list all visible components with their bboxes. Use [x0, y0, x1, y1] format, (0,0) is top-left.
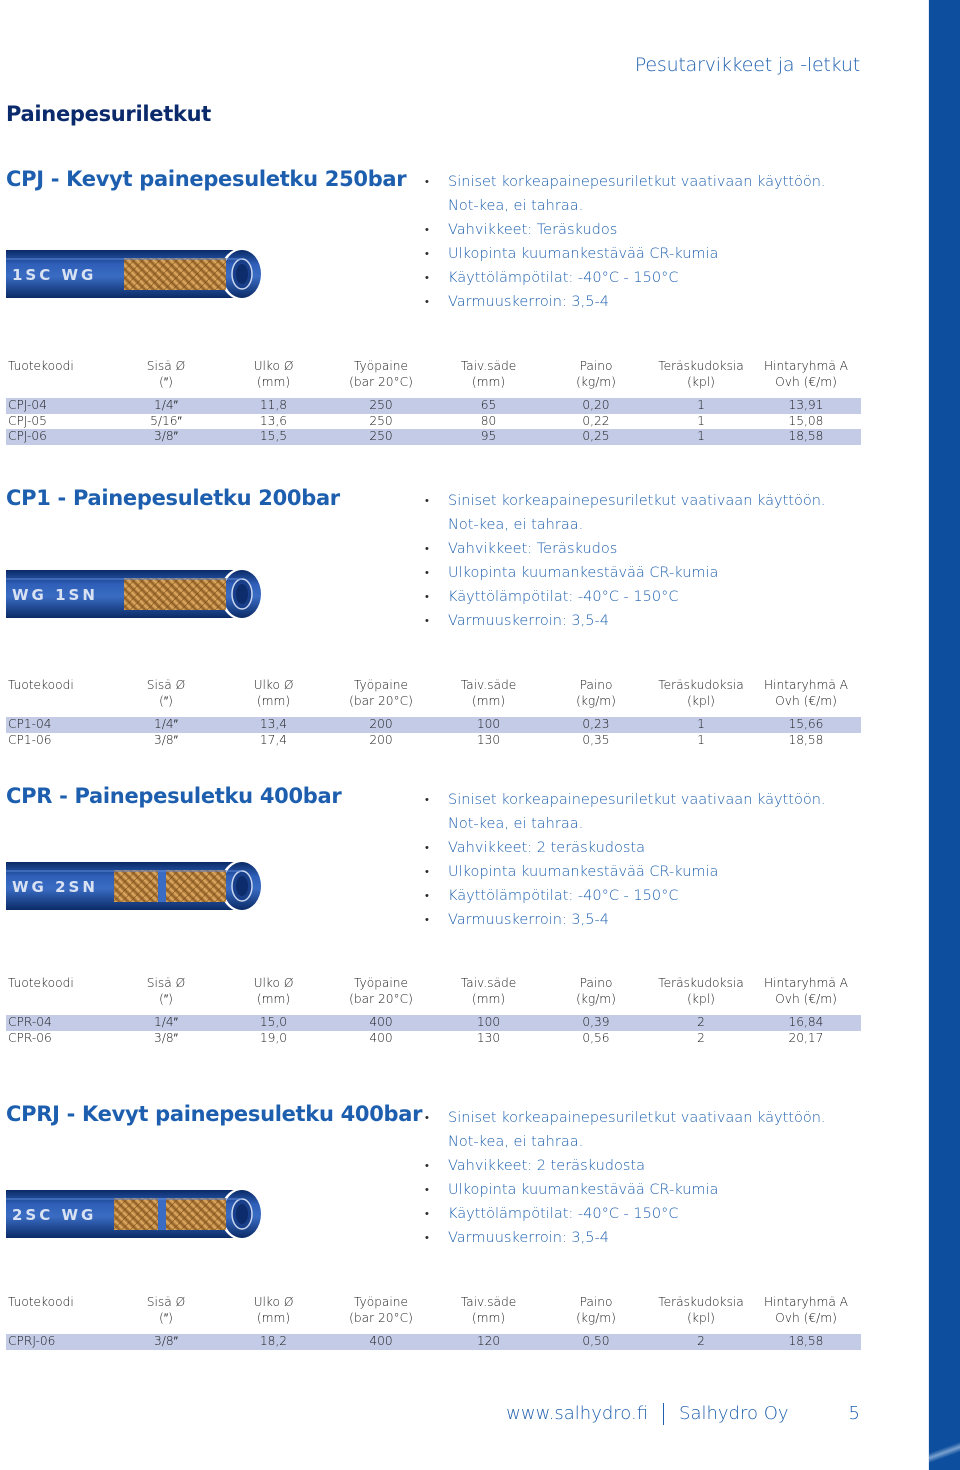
column-header-label: Työpaine [353, 976, 409, 990]
feature-list [422, 170, 842, 314]
table-row [6, 414, 861, 430]
column-header [436, 677, 541, 709]
column-header-unit: Ovh (€/m) [775, 694, 837, 708]
table-row [6, 733, 861, 749]
table-cell: 400 [369, 1030, 393, 1045]
page-title: Painepesuriletkut [6, 102, 212, 126]
table-cell: 20,17 [788, 1030, 824, 1045]
braid-layer [124, 258, 226, 290]
table-row [6, 1031, 861, 1047]
feature-list [422, 1106, 842, 1250]
table-cell: 0,20 [582, 398, 610, 412]
feature-item: • Varmuuskerroin: 3,5-4 [422, 609, 842, 633]
feature-item: • Vahvikkeet: Teräskudos [422, 537, 842, 561]
column-header [436, 975, 541, 1007]
table-row [6, 398, 861, 414]
table-cell: 15,5 [259, 429, 288, 443]
column-header [8, 975, 108, 991]
table-header [6, 1294, 861, 1330]
table-cell: 5/16″ [150, 413, 182, 428]
feature-item: • Varmuuskerroin: 3,5-4 [422, 290, 842, 314]
column-header [221, 975, 326, 1007]
table-row [6, 429, 861, 445]
column-header [116, 677, 216, 709]
table-cell: 19,0 [259, 1030, 288, 1045]
column-header-unit: (kg/m) [576, 375, 616, 389]
stripe-notch [929, 1430, 960, 1470]
column-header [116, 975, 216, 1007]
footer [506, 1403, 860, 1425]
table-cell: CPRJ-06 [8, 1334, 56, 1348]
column-header [751, 677, 861, 709]
feature-item: • Käyttölämpötilat: -40°C - 150°C [422, 884, 842, 908]
column-header-label: Tuotekoodi [8, 1295, 74, 1309]
table-cell: 400 [369, 1334, 393, 1348]
column-header-label: Ulko Ø [253, 678, 294, 692]
column-header-unit: (bar 20°C) [349, 694, 413, 708]
column-header [116, 1294, 216, 1326]
hose-image [6, 564, 264, 624]
column-header [221, 677, 326, 709]
table-cell: 1/4″ [154, 717, 178, 731]
column-header-label: Tuotekoodi [8, 976, 74, 990]
feature-item: • Ulkopinta kuumankestävää CR-kumia [422, 1178, 842, 1202]
column-header [651, 1294, 751, 1326]
table-cell: 2 [697, 1015, 705, 1029]
column-header-label: Työpaine [353, 1295, 409, 1309]
feature-item: • Ulkopinta kuumankestävää CR-kumia [422, 860, 842, 884]
table-cell: 0,23 [582, 717, 610, 731]
column-header-unit: (mm) [471, 375, 506, 389]
feature-item: • Käyttölämpötilat: -40°C - 150°C [422, 1202, 842, 1226]
table-cell: CPR-04 [8, 1015, 52, 1029]
table-cell: 200 [369, 732, 393, 747]
column-header-label: Ulko Ø [253, 976, 294, 990]
table-cell: 3/8″ [154, 429, 178, 443]
column-header-unit: (kpl) [687, 1311, 715, 1325]
column-header-label: Paino [579, 976, 613, 990]
table-cell: 17,4 [259, 732, 288, 747]
column-header [541, 1294, 651, 1326]
table-header [6, 975, 861, 1011]
column-header [651, 358, 751, 390]
feature-item: • Siniset korkeapainepesuriletkut vaativaan käyttöön. Not-kea, ei tahraa. [422, 1106, 842, 1154]
feature-item: • Käyttölämpötilat: -40°C - 150°C [422, 585, 842, 609]
column-header [651, 975, 751, 1007]
column-header-unit: (″) [159, 375, 173, 389]
column-header-label: Työpaine [353, 678, 409, 692]
table-cell: 250 [369, 398, 393, 412]
column-header [326, 677, 436, 709]
column-header [116, 358, 216, 390]
spec-table [6, 358, 861, 445]
feature-item: • Vahvikkeet: 2 teräskudosta [422, 836, 842, 860]
table-cell: 130 [476, 732, 501, 747]
column-header-label: Sisä Ø [146, 678, 186, 692]
table-cell: 100 [476, 1015, 501, 1029]
column-header [751, 975, 861, 1007]
column-header [326, 1294, 436, 1326]
feature-item: • Ulkopinta kuumankestävää CR-kumia [422, 242, 842, 266]
table-row [6, 717, 861, 733]
column-header-unit: (mm) [471, 694, 506, 708]
column-header-label: Sisä Ø [146, 976, 186, 990]
column-header-unit: (″) [159, 1311, 173, 1325]
table-cell: 13,91 [788, 398, 824, 412]
column-header-label: Tuotekoodi [8, 359, 74, 373]
table-cell: 16,84 [788, 1015, 824, 1029]
table-cell: 15,0 [259, 1015, 288, 1029]
column-header [221, 358, 326, 390]
feature-item: • Siniset korkeapainepesuriletkut vaativaan käyttöön. Not-kea, ei tahraa. [422, 170, 842, 218]
footer-company: Salhydro Oy [679, 1403, 789, 1424]
table-cell: 1/4″ [154, 398, 178, 412]
column-header-unit: (kpl) [687, 694, 715, 708]
column-header-label: Paino [579, 359, 613, 373]
table-cell: 1 [697, 717, 705, 731]
column-header [326, 975, 436, 1007]
column-header-unit: (mm) [256, 992, 291, 1006]
column-header-label: Teräskudoksia [658, 1295, 744, 1309]
table-cell: CP1-04 [8, 717, 52, 731]
braid-layer [114, 870, 158, 902]
table-cell: CPJ-04 [8, 398, 47, 412]
table-cell: 13,6 [259, 413, 288, 428]
section-title: CPJ - Kevyt painepesuletku 250bar [6, 167, 407, 191]
column-header-unit: (mm) [471, 992, 506, 1006]
feature-list [422, 788, 842, 932]
table-cell: 0,25 [582, 429, 610, 443]
table-cell: CPJ-05 [8, 413, 47, 428]
table-cell: 65 [480, 398, 497, 412]
feature-item: • Ulkopinta kuumankestävää CR-kumia [422, 561, 842, 585]
header-title: Pesutarvikkeet ja -letkut [634, 54, 860, 76]
column-header-label: Hintaryhmä A [763, 1295, 849, 1309]
column-header-label: Hintaryhmä A [763, 678, 849, 692]
column-header [751, 1294, 861, 1326]
column-header-unit: (mm) [471, 1311, 506, 1325]
braid-layer [124, 578, 226, 610]
table-cell: 3/8″ [154, 1030, 178, 1045]
hose-image [6, 244, 264, 304]
feature-item: • Käyttölämpötilat: -40°C - 150°C [422, 266, 842, 290]
spec-table [6, 677, 861, 748]
feature-item: • Siniset korkeapainepesuriletkut vaativaan käyttöön. Not-kea, ei tahraa. [422, 788, 842, 836]
column-header-unit: Ovh (€/m) [775, 375, 837, 389]
table-cell: 100 [476, 717, 501, 731]
table-cell: 18,2 [259, 1334, 288, 1348]
braid-layer [114, 1198, 158, 1230]
table-cell: 2 [697, 1030, 705, 1045]
column-header-label: Teräskudoksia [658, 976, 744, 990]
spec-table [6, 975, 861, 1046]
table-cell: 18,58 [788, 732, 824, 747]
column-header [436, 358, 541, 390]
table-cell: 13,4 [259, 717, 288, 731]
braid-layer [166, 1198, 226, 1230]
page-number: 5 [848, 1403, 860, 1424]
table-cell: 1 [697, 398, 705, 412]
table-cell: 18,58 [788, 429, 824, 443]
table-cell: 2 [697, 1334, 705, 1348]
side-stripe [929, 0, 960, 1470]
table-cell: 80 [480, 413, 497, 428]
column-header [541, 358, 651, 390]
table-cell: 250 [369, 413, 393, 428]
table-cell: 18,58 [788, 1334, 824, 1348]
feature-list [422, 489, 842, 633]
column-header-label: Sisä Ø [146, 359, 186, 373]
column-header-unit: (mm) [256, 1311, 291, 1325]
section-title: CPRJ - Kevyt painepesuletku 400bar [6, 1102, 423, 1126]
column-header-unit: (kpl) [687, 992, 715, 1006]
table-cell: 0,50 [582, 1334, 610, 1348]
table-cell: 400 [369, 1015, 393, 1029]
section-title: CPR - Painepesuletku 400bar [6, 784, 342, 808]
column-header-unit: (kpl) [687, 375, 715, 389]
column-header [541, 975, 651, 1007]
table-cell: 15,08 [788, 413, 824, 428]
feature-item: • Varmuuskerroin: 3,5-4 [422, 908, 842, 932]
column-header-label: Työpaine [353, 359, 409, 373]
table-cell: 3/8″ [154, 1334, 178, 1348]
column-header-unit: (kg/m) [576, 694, 616, 708]
column-header-label: Taiv.säde [460, 976, 517, 990]
column-header-label: Hintaryhmä A [763, 976, 849, 990]
table-cell: 200 [369, 717, 393, 731]
column-header-label: Taiv.säde [460, 1295, 517, 1309]
table-cell: 1/4″ [154, 1015, 178, 1029]
column-header [751, 358, 861, 390]
column-header-label: Teräskudoksia [658, 678, 744, 692]
column-header-unit: (bar 20°C) [349, 1311, 413, 1325]
column-header-unit: (″) [159, 992, 173, 1006]
column-header-unit: Ovh (€/m) [775, 1311, 837, 1325]
column-header-label: Teräskudoksia [658, 359, 744, 373]
column-header [221, 1294, 326, 1326]
column-header-unit: (mm) [256, 375, 291, 389]
table-cell: 1 [697, 429, 705, 443]
column-header-label: Sisä Ø [146, 1295, 186, 1309]
table-header [6, 358, 861, 394]
table-cell: 15,66 [788, 717, 824, 731]
column-header [436, 1294, 541, 1326]
column-header [8, 677, 108, 693]
section-title: CP1 - Painepesuletku 200bar [6, 486, 340, 510]
hose-image [6, 856, 264, 916]
table-cell: 1 [697, 413, 705, 428]
table-cell: 0,22 [582, 413, 610, 428]
column-header-unit: (″) [159, 694, 173, 708]
table-cell: 1 [697, 732, 705, 747]
table-cell: 120 [476, 1334, 501, 1348]
table-cell: 0,39 [582, 1015, 610, 1029]
feature-item: • Siniset korkeapainepesuriletkut vaativaan käyttöön. Not-kea, ei tahraa. [422, 489, 842, 537]
table-header [6, 677, 861, 713]
table-cell: 130 [476, 1030, 501, 1045]
column-header [8, 358, 108, 374]
table-cell: 0,56 [582, 1030, 610, 1045]
column-header-unit: (kg/m) [576, 1311, 616, 1325]
table-cell: CPR-06 [8, 1030, 52, 1045]
braid-layer [166, 870, 226, 902]
footer-separator [663, 1403, 664, 1425]
column-header-label: Ulko Ø [253, 359, 294, 373]
column-header-label: Tuotekoodi [8, 678, 74, 692]
column-header-unit: (bar 20°C) [349, 375, 413, 389]
table-cell: 11,8 [259, 398, 288, 412]
hose-print-label: WG 1SN [12, 586, 98, 604]
column-header-label: Hintaryhmä A [763, 359, 849, 373]
table-row [6, 1334, 861, 1350]
hose-print-label: WG 2SN [12, 878, 98, 896]
column-header-unit: (kg/m) [576, 992, 616, 1006]
column-header-label: Taiv.säde [460, 359, 517, 373]
table-cell: 250 [369, 429, 393, 443]
table-cell: 95 [480, 429, 497, 443]
column-header-unit: Ovh (€/m) [775, 992, 837, 1006]
column-header-label: Ulko Ø [253, 1295, 294, 1309]
column-header-label: Paino [579, 1295, 613, 1309]
feature-item: • Vahvikkeet: Teräskudos [422, 218, 842, 242]
table-cell: CPJ-06 [8, 429, 47, 443]
column-header-unit: (mm) [256, 694, 291, 708]
hose-print-label: 2SC WG [12, 1206, 97, 1224]
table-row [6, 1015, 861, 1031]
column-header [541, 677, 651, 709]
column-header-label: Taiv.säde [460, 678, 517, 692]
table-cell: 0,35 [582, 732, 610, 747]
feature-item: • Varmuuskerroin: 3,5-4 [422, 1226, 842, 1250]
table-cell: 3/8″ [154, 732, 178, 747]
column-header-label: Paino [579, 678, 613, 692]
column-header [326, 358, 436, 390]
footer-url[interactable]: www.salhydro.fi [506, 1403, 649, 1424]
hose-image [6, 1184, 264, 1244]
feature-item: • Vahvikkeet: 2 teräskudosta [422, 1154, 842, 1178]
hose-print-label: 1SC WG [12, 266, 97, 284]
column-header [651, 677, 751, 709]
spec-table [6, 1294, 861, 1350]
column-header [8, 1294, 108, 1310]
table-cell: CP1-06 [8, 732, 52, 747]
column-header-unit: (bar 20°C) [349, 992, 413, 1006]
